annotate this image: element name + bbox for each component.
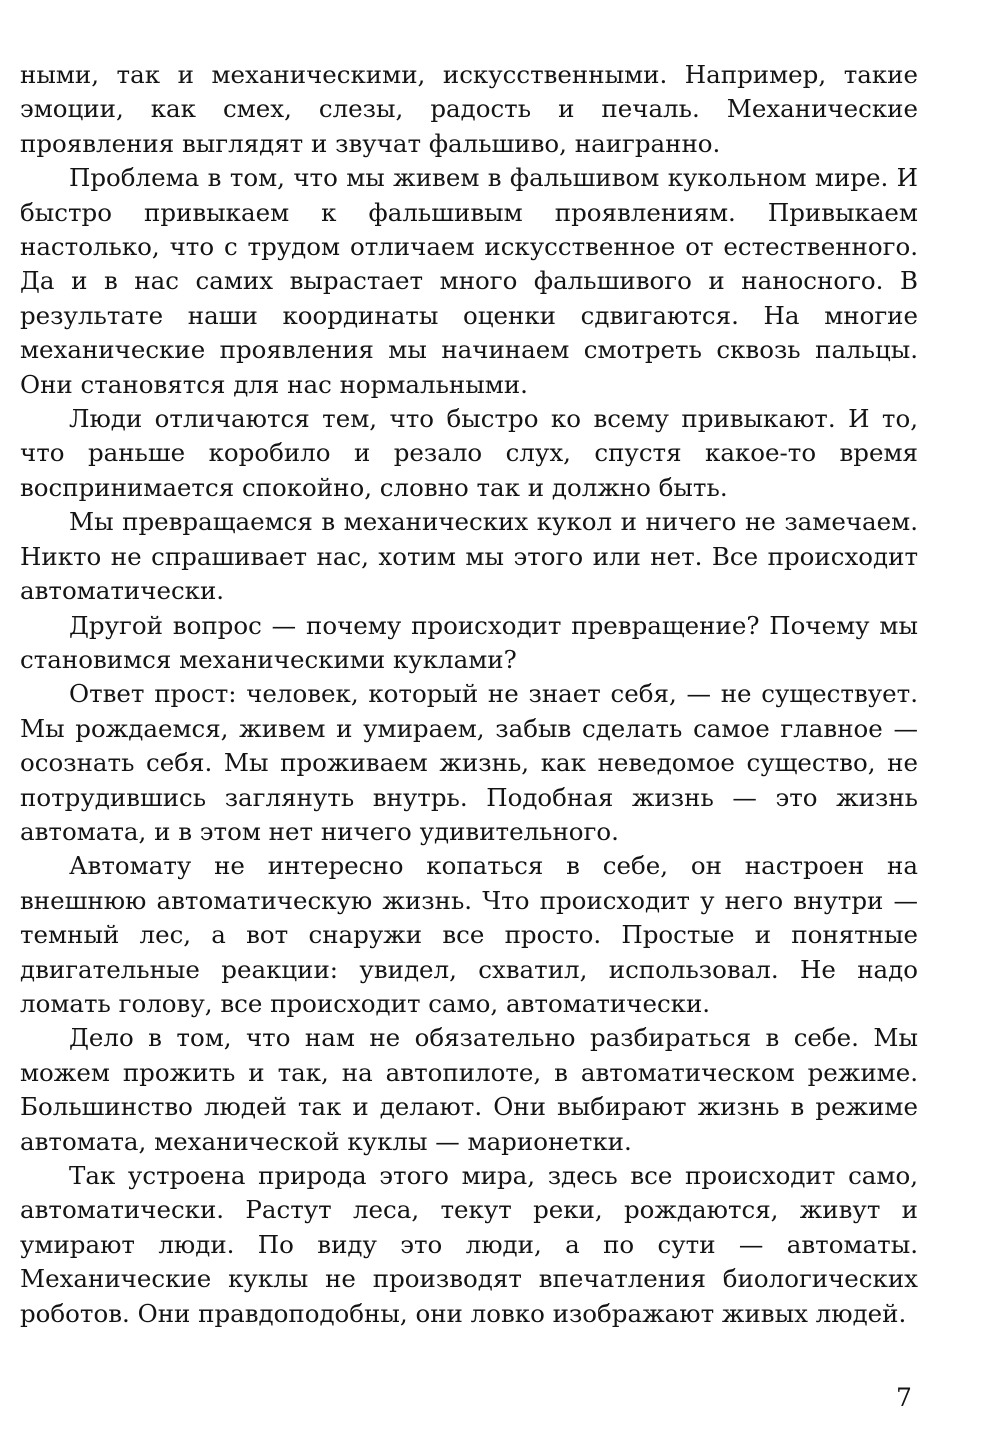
paragraph-9: Так устроена природа этого мира, здесь все происходит само, автоматически. Растут леса, текут реки, рождаются, живут и умирают люди. По виду это люди, а по сути — автоматы. Механические куклы не производят впечатления биологических роботов. Они правдоподобны, они ловко изображают живых людей. [20,1161,918,1328]
page-number: 7 [896,1383,912,1412]
paragraph-1: ными, так и механическими, искусственными. Например, такие эмоции, как смех, слезы, радость и печаль. Механические проявления выглядят и звучат фальшиво, наигранно. [20,60,918,158]
paragraph-8: Дело в том, что нам не обязательно разбираться в себе. Мы можем прожить и так, на автопилоте, в автоматическом режиме. Большинство людей так и делают. Они выбирают жизнь в режиме автомата, механической куклы — марионетки. [20,1023,918,1156]
paragraph-5: Другой вопрос — почему происходит превращение? Почему мы становимся механическими куклами? [20,610,918,674]
page-body [20,58,918,1331]
paragraph-7: Автомату не интересно копаться в себе, он настроен на внешнюю автоматическую жизнь. Что происходит у него внутри — темный лес, а вот снаружи все просто. Простые и понятные двигательные реакции: увидел, схватил, использовал. Не надо ломать голову, все происходит само, автоматически. [20,851,918,1018]
paragraph-4: Мы превращаемся в механических кукол и ничего не замечаем. Никто не спрашивает нас, хотим мы этого или нет. Все происходит автоматически. [20,507,918,606]
paragraph-2: Проблема в том, что мы живем в фальшивом кукольном мире. И быстро привыкаем к фальшивым проявлениям. Привыкаем настолько, что с трудом отличаем искусственное от естественного. Да и в нас самих вырастает много фальшивого и наносного. В результате наши координаты оценки сдвигаются. На многие механические проявления мы начинаем смотреть сквозь пальцы. Они становятся для нас нормальными. [20,163,918,399]
paragraph-3: Люди отличаются тем, что быстро ко всему привыкают. И то, что раньше коробило и резало слух, спустя какое-то время воспринимается спокойно, словно так и должно быть. [20,404,918,502]
paragraph-6: Ответ прост: человек, который не знает себя, — не существует. Мы рождаемся, живем и умираем, забыв сделать самое главное — осознать себя. Мы проживаем жизнь, как неведомое существо, не потрудившись заглянуть внутрь. Подобная жизнь — это жизнь автомата, и в этом нет ничего удивительного. [20,679,918,846]
